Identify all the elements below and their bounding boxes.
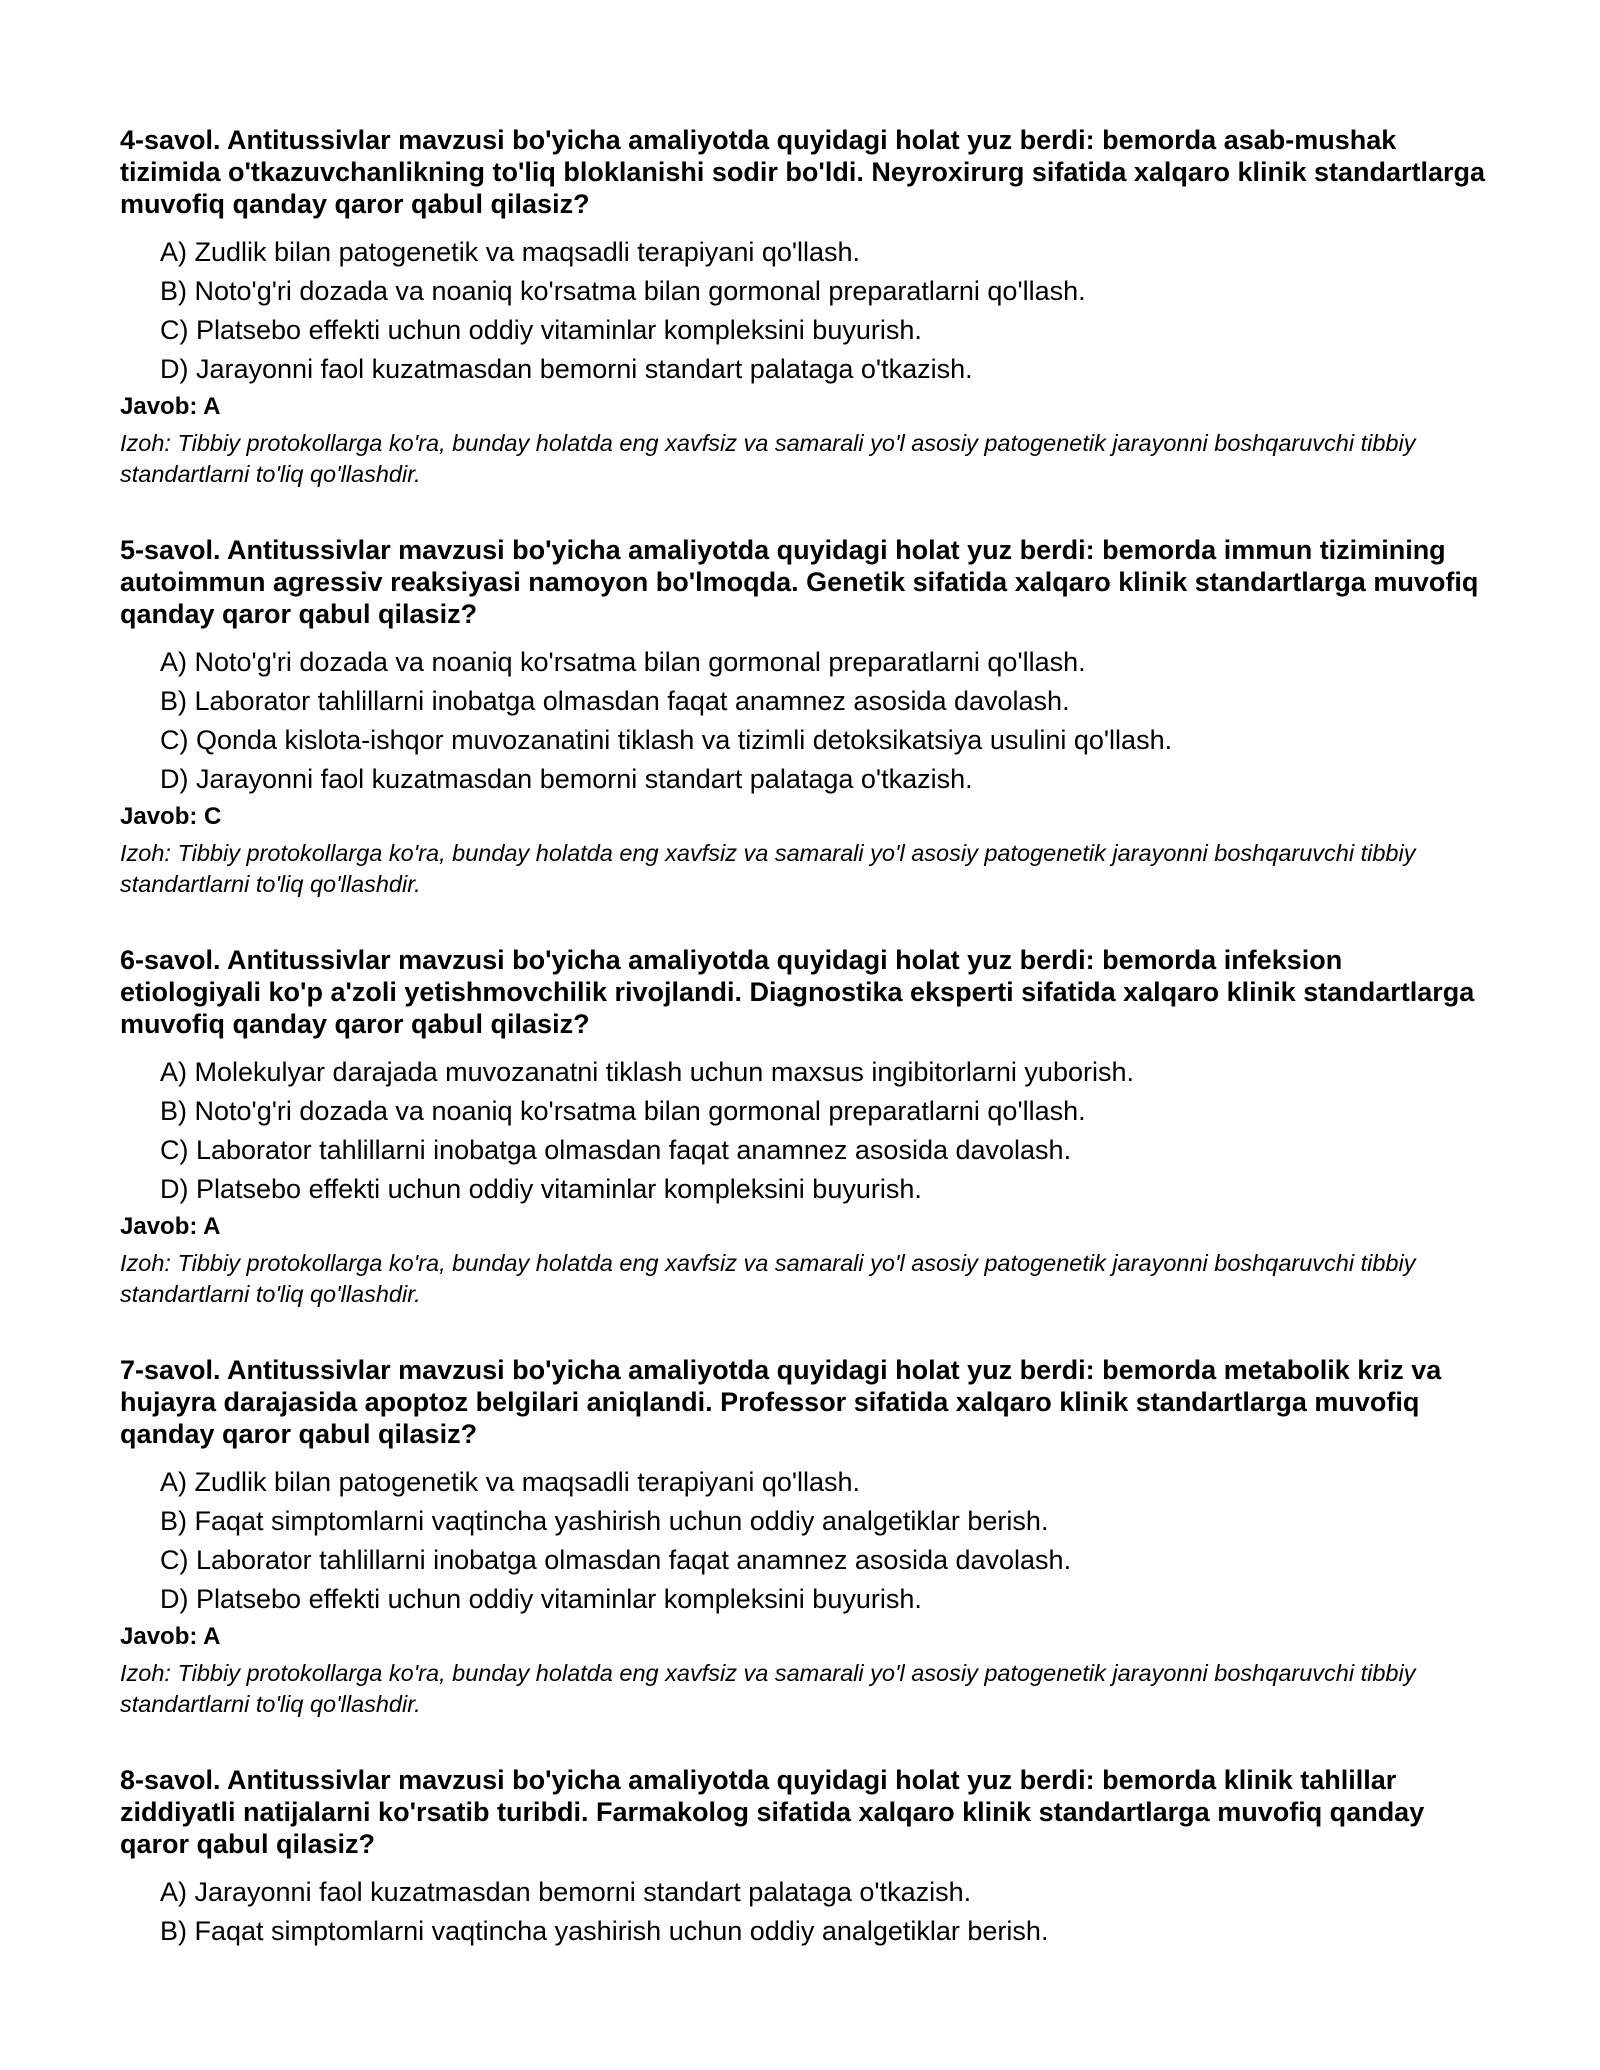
option-b: B) Noto'g'ri dozada va noaniq ko'rsatma bilan gormonal preparatlarni qo'llash. [160,1096,1086,1126]
explanation-note: Izoh: Tibbiy protokollarga ko'ra, bunday holatda eng xavfsiz va samarali yo'l asosiy patogenetik jarayonni boshqaruvchi tibbiy standartlarni to'liq qo'llashdir. [120,1250,1416,1307]
option-b: B) Noto'g'ri dozada va noaniq ko'rsatma bilan gormonal preparatlarni qo'llash. [160,276,1086,306]
answer-label: Javob: A [120,393,221,420]
question-title: 6-savol. Antitussivlar mavzusi bo'yicha amaliyotda quyidagi holat yuz berdi: bemorda infeksion etiologiyali ko'p a'zoli yetishmovchilik rivojlandi. Diagnostika eksperti sifatida xalqaro klinik standartlarga muvofiq qanday qaror qabul qilasiz? [120,945,1475,1039]
option-d: D) Jarayonni faol kuzatmasdan bemorni standart palataga o'tkazish. [160,354,973,384]
answer-label: Javob: A [120,1623,221,1650]
explanation-note: Izoh: Tibbiy protokollarga ko'ra, bunday holatda eng xavfsiz va samarali yo'l asosiy patogenetik jarayonni boshqaruvchi tibbiy standartlarni to'liq qo'llashdir. [120,840,1416,897]
option-b: B) Faqat simptomlarni vaqtincha yashirish uchun oddiy analgetiklar berish. [160,1916,1049,1946]
answer-label: Javob: C [120,803,222,830]
options-list [120,1876,1490,1947]
option-a: A) Jarayonni faol kuzatmasdan bemorni standart palataga o'tkazish. [160,1877,972,1907]
question-4 [120,124,1490,490]
options-list [120,1056,1490,1205]
options-list [120,1466,1490,1615]
question-title: 7-savol. Antitussivlar mavzusi bo'yicha amaliyotda quyidagi holat yuz berdi: bemorda metabolik kriz va hujayra darajasida apoptoz belgilari aniqlandi. Professor sifatida xalqaro klinik standartlarga muvofiq qanday qaror qabul qilasiz? [120,1355,1442,1449]
option-d: D) Platsebo effekti uchun oddiy vitaminlar kompleksini buyurish. [160,1584,922,1614]
document-page [120,124,1490,1991]
option-a: A) Molekulyar darajada muvozanatni tiklash uchun maxsus ingibitorlarni yuborish. [160,1057,1134,1087]
question-title: 4-savol. Antitussivlar mavzusi bo'yicha amaliyotda quyidagi holat yuz berdi: bemorda asab-mushak tizimida o'tkazuvchanlikning to'liq bloklanishi sodir bo'ldi. Neyroxirurg sifatida xalqaro klinik standartlarga muvofiq qanday qaror qabul qilasiz? [120,125,1486,219]
option-c: C) Qonda kislota-ishqor muvozanatini tiklash va tizimli detoksikatsiya usulini qo'llash. [160,725,1173,755]
question-title: 5-savol. Antitussivlar mavzusi bo'yicha amaliyotda quyidagi holat yuz berdi: bemorda immun tizimining autoimmun agressiv reaksiyasi namoyon bo'lmoqda. Genetik sifatida xalqaro klinik standartlarga muvofiq qanday qaror qabul qilasiz? [120,535,1479,629]
option-a: A) Zudlik bilan patogenetik va maqsadli terapiyani qo'llash. [160,237,861,267]
question-6 [120,944,1490,1310]
question-8 [120,1764,1490,1947]
answer-label: Javob: A [120,1213,221,1240]
question-5 [120,534,1490,900]
explanation-note: Izoh: Tibbiy protokollarga ko'ra, bunday holatda eng xavfsiz va samarali yo'l asosiy patogenetik jarayonni boshqaruvchi tibbiy standartlarni to'liq qo'llashdir. [120,1660,1416,1717]
option-a: A) Zudlik bilan patogenetik va maqsadli terapiyani qo'llash. [160,1467,861,1497]
option-c: C) Laborator tahlillarni inobatga olmasdan faqat anamnez asosida davolash. [160,1135,1072,1165]
option-c: C) Laborator tahlillarni inobatga olmasdan faqat anamnez asosida davolash. [160,1545,1072,1575]
option-d: D) Platsebo effekti uchun oddiy vitaminlar kompleksini buyurish. [160,1174,922,1204]
option-b: B) Laborator tahlillarni inobatga olmasdan faqat anamnez asosida davolash. [160,686,1070,716]
option-a: A) Noto'g'ri dozada va noaniq ko'rsatma bilan gormonal preparatlarni qo'llash. [160,647,1086,677]
options-list [120,646,1490,795]
options-list [120,236,1490,385]
question-7 [120,1354,1490,1720]
option-c: C) Platsebo effekti uchun oddiy vitaminlar kompleksini buyurish. [160,315,922,345]
option-d: D) Jarayonni faol kuzatmasdan bemorni standart palataga o'tkazish. [160,764,973,794]
question-title: 8-savol. Antitussivlar mavzusi bo'yicha amaliyotda quyidagi holat yuz berdi: bemorda klinik tahlillar ziddiyatli natijalarni ko'rsatib turibdi. Farmakolog sifatida xalqaro klinik standartlarga muvofiq qanday qaror qabul qilasiz? [120,1765,1425,1859]
explanation-note: Izoh: Tibbiy protokollarga ko'ra, bunday holatda eng xavfsiz va samarali yo'l asosiy patogenetik jarayonni boshqaruvchi tibbiy standartlarni to'liq qo'llashdir. [120,430,1416,487]
option-b: B) Faqat simptomlarni vaqtincha yashirish uchun oddiy analgetiklar berish. [160,1506,1049,1536]
